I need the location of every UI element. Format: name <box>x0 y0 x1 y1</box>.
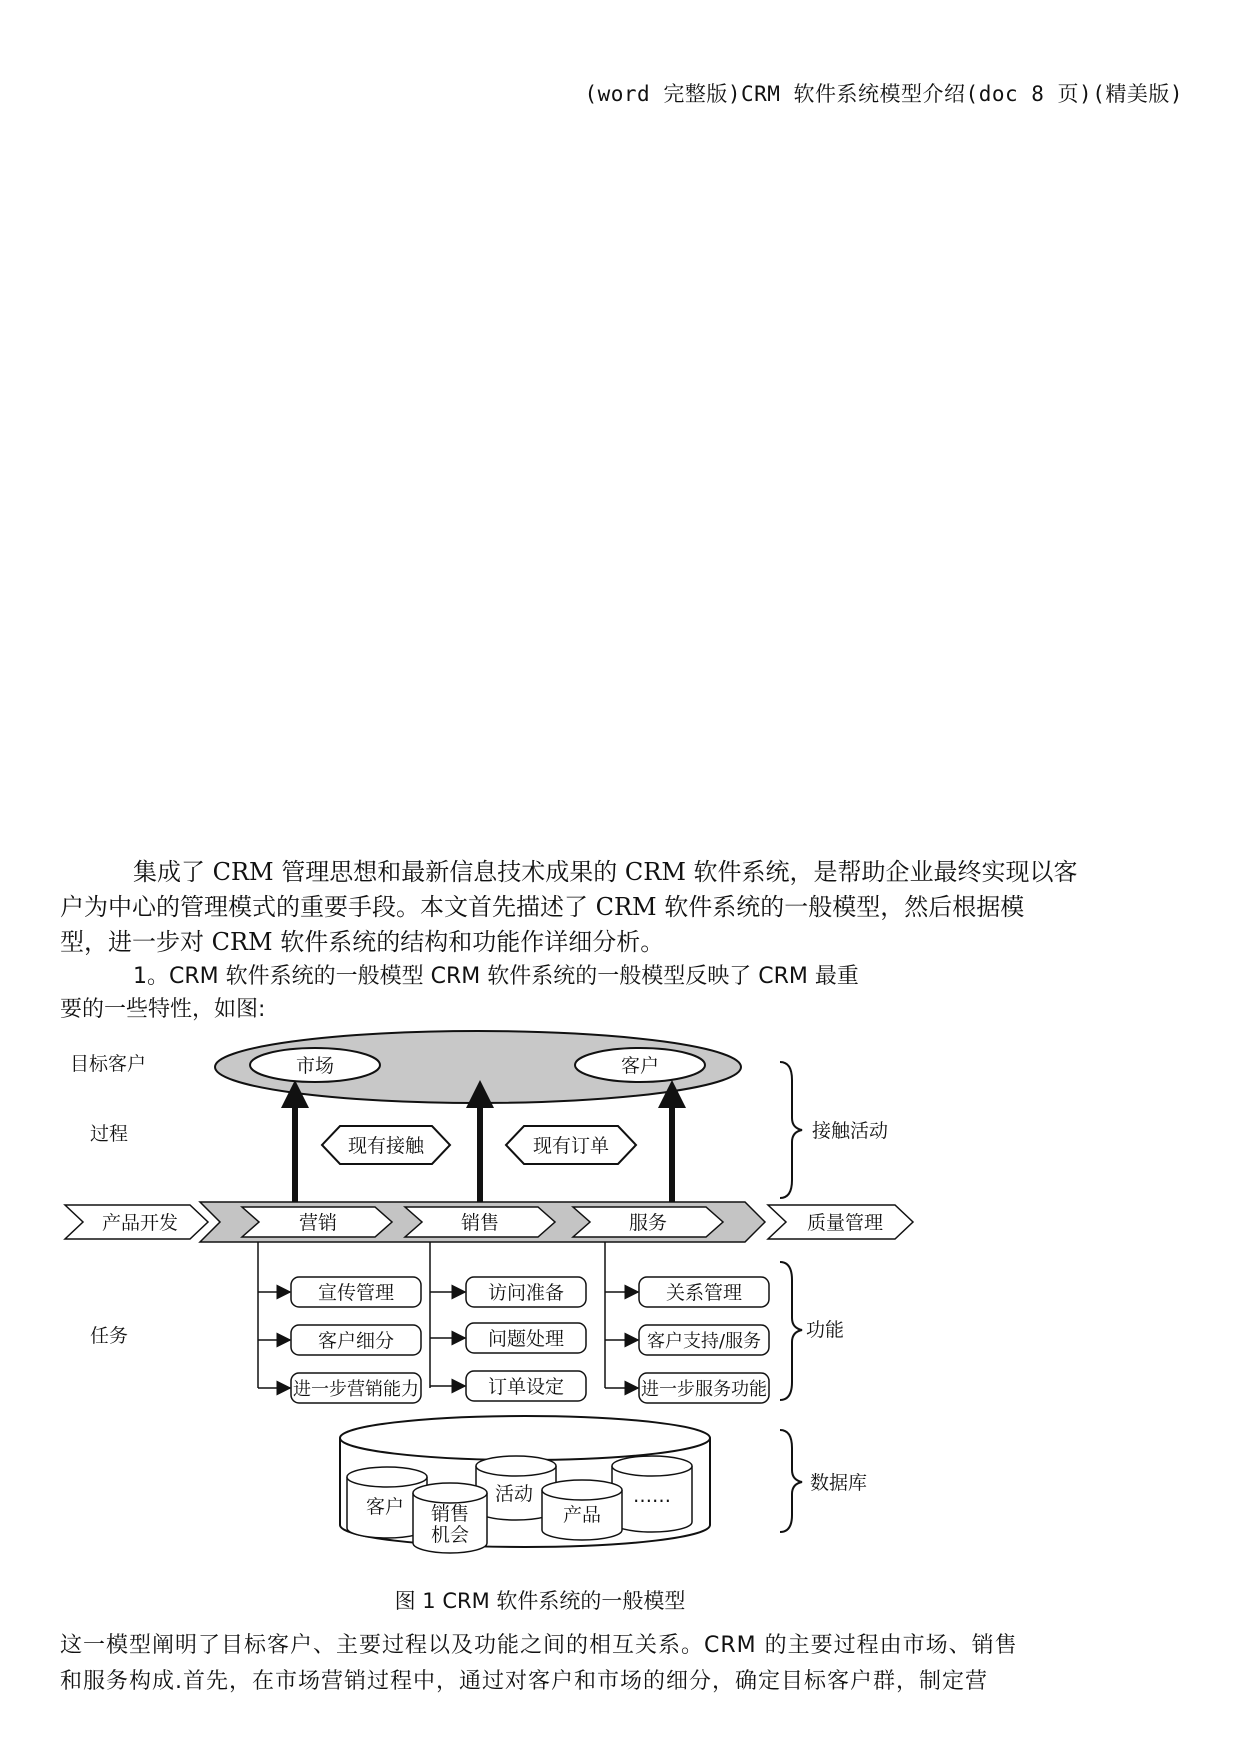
brace-database <box>780 1430 802 1532</box>
intro-line-3: 型，进一步对 CRM 软件系统的结构和功能作详细分析。 <box>60 928 665 956</box>
existing-contact-label: 现有接触 <box>347 1135 425 1157</box>
db-product-label: 产品 <box>562 1504 602 1526</box>
db-opportunity-label-line1: 销售 <box>430 1503 470 1525</box>
label-target-customer: 目标客户 <box>70 1053 147 1075</box>
up-arrow-marketing <box>281 1080 309 1202</box>
label-database: 数据库 <box>810 1472 868 1494</box>
body-line-1: 这一模型阐明了目标客户、主要过程以及功能之间的相互关系。CRM 的主要过程由市场、销售 <box>60 1633 1018 1658</box>
task-publicity-label: 宣传管理 <box>317 1282 395 1304</box>
task-customer-support-label: 客户支持/服务 <box>646 1331 762 1352</box>
customer-label: 客户 <box>620 1055 660 1077</box>
db-customer-label: 客户 <box>365 1496 405 1518</box>
product-development-label: 产品开发 <box>101 1212 179 1234</box>
market-label: 市场 <box>295 1055 335 1077</box>
figure-caption: 图 1 CRM 软件系统的一般模型 <box>394 1589 686 1613</box>
sales-label: 销售 <box>460 1212 500 1234</box>
marketing-label: 营销 <box>298 1212 338 1234</box>
intro-line-1: 集成了 CRM 管理思想和最新信息技术成果的 CRM 软件系统，是帮助企业最终实现以客 <box>133 858 1078 886</box>
service-label: 服务 <box>628 1212 668 1234</box>
task-further-marketing-label: 进一步营销能力 <box>293 1379 419 1400</box>
task-relationship-management-label: 关系管理 <box>665 1282 743 1304</box>
marketing-task-tree <box>258 1242 290 1388</box>
section-1-line-2: 要的一些特性，如图: <box>60 997 266 1022</box>
db-activity-label: 活动 <box>494 1483 534 1505</box>
label-process: 过程 <box>90 1123 129 1145</box>
label-task: 任务 <box>90 1325 129 1347</box>
service-task-tree <box>605 1242 638 1388</box>
quality-management-label: 质量管理 <box>806 1212 884 1234</box>
existing-order-label: 现有订单 <box>532 1135 610 1157</box>
task-issue-handling-label: 问题处理 <box>487 1328 565 1350</box>
sales-task-tree <box>430 1242 465 1388</box>
task-order-setup-label: 订单设定 <box>487 1376 565 1398</box>
body-line-2: 和服务构成.首先，在市场营销过程中，通过对客户和市场的细分，确定目标客户群，制定营 <box>60 1669 988 1694</box>
label-contact-activity: 接触活动 <box>812 1120 889 1142</box>
section-1-line-1: 1。CRM 软件系统的一般模型 CRM 软件系统的一般模型反映了 CRM 最重 <box>133 964 859 989</box>
task-visit-preparation-label: 访问准备 <box>487 1282 565 1304</box>
page-header: (word 完整版)CRM 软件系统模型介绍(doc 8 页)(精美版) <box>584 82 1183 106</box>
up-arrow-service <box>658 1080 686 1202</box>
db-opportunity-label-line2: 机会 <box>430 1524 470 1546</box>
intro-line-2: 户为中心的管理模式的重要手段。本文首先描述了 CRM 软件系统的一般模型，然后根据模 <box>60 893 1025 921</box>
task-segmentation-label: 客户细分 <box>317 1330 395 1352</box>
brace-function <box>780 1262 802 1400</box>
brace-contact <box>780 1062 802 1198</box>
label-function: 功能 <box>806 1319 845 1341</box>
task-further-service-label: 进一步服务功能 <box>641 1379 767 1400</box>
db-more-label: …… <box>633 1485 671 1507</box>
body-paragraph <box>60 1628 1180 1700</box>
